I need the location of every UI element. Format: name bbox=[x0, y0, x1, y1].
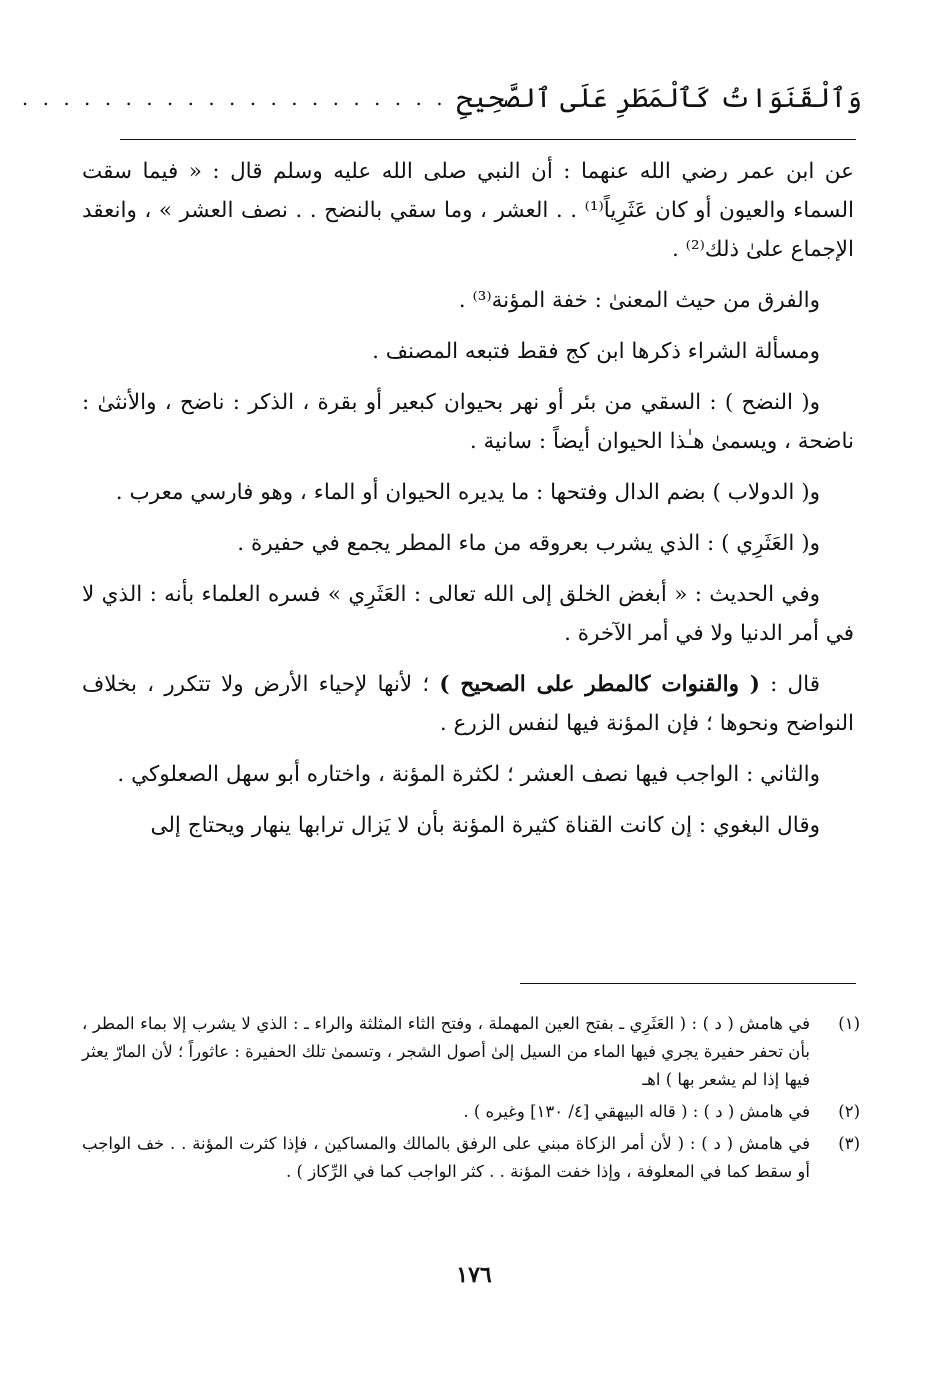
footnote bbox=[82, 1098, 860, 1126]
running-header bbox=[21, 78, 862, 118]
footnote-number: (٣) bbox=[838, 1134, 860, 1153]
footnote bbox=[82, 1130, 860, 1186]
paragraph: والثاني : الواجب فيها نصف العشر ؛ لكثرة المؤنة ، واختاره أبو سهل الصعلوكي . bbox=[117, 762, 820, 787]
footnote-number: (٢) bbox=[838, 1102, 860, 1121]
footnote bbox=[82, 1010, 860, 1094]
header-dots: . . . . . . . . . . . . . . . . . . . . . bbox=[21, 86, 447, 110]
footnote-rule bbox=[520, 983, 856, 984]
footnote-text: في هامش ( د ) : ( قاله البيهقي [٤/ ١٣٠] وغيره ) . bbox=[463, 1102, 810, 1121]
paragraph: وفي الحديث : « أبغض الخلق إلى الله تعالى : العَثَرِي » فسره العلماء بأنه : الذي لا في أمر الدنيا ولا في أمر الآخرة . bbox=[82, 582, 854, 646]
paragraph bbox=[82, 665, 854, 743]
paragraph: و( الدولاب ) بضم الدال وفتحها : ما يديره الحيوان أو الماء ، وهو فارسي معرب . bbox=[115, 480, 820, 505]
paragraph: وقال البغوي : إن كانت القناة كثيرة المؤنة بأن لا يَزال ترابها ينهار ويحتاج إلى bbox=[150, 813, 820, 838]
paragraph: والفرق من حيث المعنىٰ : خفة المؤنة⁽³⁾ . bbox=[458, 288, 820, 313]
header-title: وَٱلْقَنَوَاتُ كَٱلْمَطَرِ عَلَى ٱلصَّحِيحِ bbox=[456, 82, 862, 114]
paragraph: ومسألة الشراء ذكرها ابن كج فقط فتبعه المصنف . bbox=[372, 339, 820, 364]
paragraph-prefix: قال : bbox=[759, 672, 820, 697]
footnote-text: في هامش ( د ) : ( لأن أمر الزكاة مبني على الرفق بالمالك والمساكين ، فإذا كثرت المؤنة . . خف الواجب أو سقط كما في المعلوفة ، وإذا خفت المؤنة . . كثر الواجب كما في الرِّكاز ) . bbox=[82, 1134, 810, 1181]
footnote-text: في هامش ( د ) : ( العَثَرِي ـ بفتح العين المهملة ، وفتح الثاء المثلثة والراء ـ : الذي لا يشرب إلا بماء المطر ، بأن تحفر حفيرة يجري فيها الماء من السيل إلىٰ أصول الشجر ، وتسمىٰ تلك الحفيرة : عاثوراً ؛ لأن المارّ يعثر فيها إذا لم يشعر بها ) اهـ bbox=[82, 1014, 810, 1089]
main-text bbox=[82, 152, 854, 857]
header-rule bbox=[120, 139, 856, 140]
paragraph: عن ابن عمر رضي الله عنهما : أن النبي صلى الله عليه وسلم قال : « فيما سقت السماء والعيون أو كان عَثَرِياً⁽¹⁾ . . العشر ، وما سقي بالنضح . . نصف العشر » ، وانعقد الإجماع علىٰ ذلك⁽²⁾ . bbox=[82, 159, 854, 262]
matn-quote: ( والقنوات كالمطر على الصحيح ) bbox=[439, 672, 760, 697]
paragraph: و( النضح ) : السقي من بئر أو نهر بحيوان كبعير أو بقرة ، الذكر : ناضح ، والأنثىٰ : ناضحة ، ويسمىٰ هـٰذا الحيوان أيضاً : سانية . bbox=[82, 390, 854, 454]
footnotes bbox=[82, 1010, 860, 1190]
paragraph: و( العَثَرِي ) : الذي يشرب بعروقه من ماء المطر يجمع في حفيرة . bbox=[237, 531, 820, 556]
paragraph-rest: ؛ لأنها لإحياء الأرض ولا تتكرر ، بخلاف النواضح ونحوها ؛ فإن المؤنة فيها لنفس الزرع . bbox=[82, 672, 854, 736]
page-number: ١٧٦ bbox=[456, 1262, 492, 1288]
footnote-number: (١) bbox=[838, 1014, 860, 1033]
